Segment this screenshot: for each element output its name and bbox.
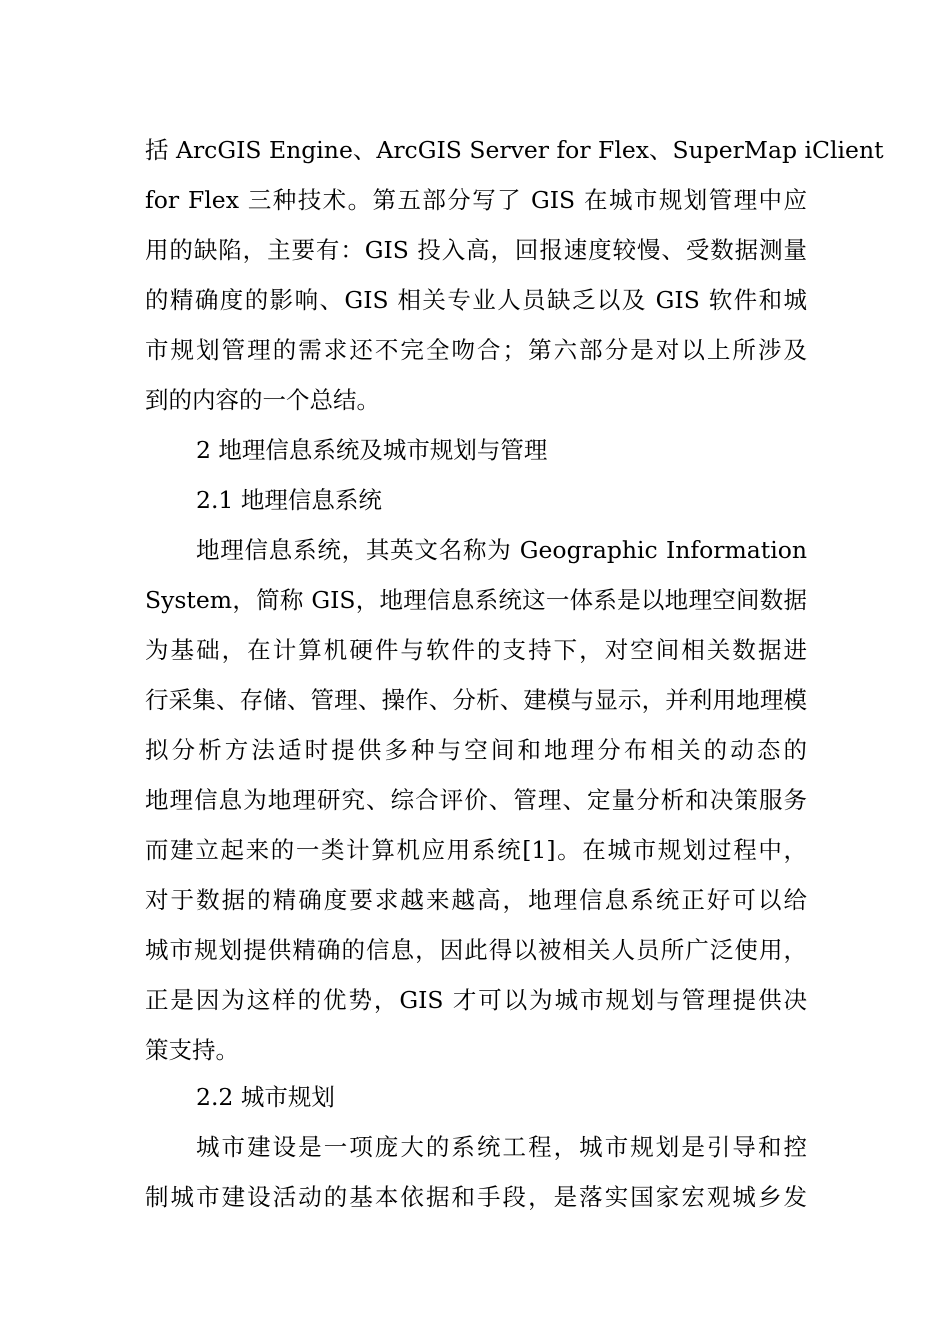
text-line: 市规划管理的需求还不完全吻合；第六部分是对以上所涉及: [145, 336, 807, 364]
text-line: System，简称 GIS，地理信息系统这一体系是以地理空间数据: [145, 586, 807, 614]
text-line: 行采集、存储、管理、操作、分析、建模与显示，并利用地理模: [145, 686, 807, 714]
text-line: 而建立起来的一类计算机应用系统[1]。在城市规划过程中，: [145, 836, 807, 864]
text-line: 城市规划提供精确的信息，因此得以被相关人员所广泛使用，: [145, 936, 807, 964]
text-line: 地理信息为地理研究、综合评价、管理、定量分析和决策服务: [145, 786, 807, 814]
section-heading: 2 地理信息系统及城市规划与管理: [196, 436, 548, 464]
text-line: 策支持。: [145, 1036, 239, 1064]
text-line: 到的内容的一个总结。: [145, 386, 380, 414]
text-line: 括 ArcGIS Engine、ArcGIS Server for Flex、SuperMap iClient: [145, 136, 884, 164]
subsection-heading: 2.1 地理信息系统: [196, 486, 382, 514]
text-line: 地理信息系统，其英文名称为 Geographic Information: [196, 536, 807, 564]
subsection-heading: 2.2 城市规划: [196, 1083, 335, 1111]
text-line: 为基础，在计算机硬件与软件的支持下，对空间相关数据进: [145, 636, 807, 664]
text-line: 拟分析方法适时提供多种与空间和地理分布相关的动态的: [145, 736, 807, 764]
text-line: 的精确度的影响、GIS 相关专业人员缺乏以及 GIS 软件和城: [145, 286, 807, 314]
text-line: 用的缺陷，主要有：GIS 投入高，回报速度较慢、受数据测量: [145, 236, 807, 264]
text-line: 对于数据的精确度要求越来越高，地理信息系统正好可以给: [145, 886, 807, 914]
text-line: 正是因为这样的优势，GIS 才可以为城市规划与管理提供决: [145, 986, 807, 1014]
text-line: for Flex 三种技术。第五部分写了 GIS 在城市规划管理中应: [145, 186, 807, 214]
text-line: 制城市建设活动的基本依据和手段，是落实国家宏观城乡发: [145, 1183, 807, 1211]
text-line: 城市建设是一项庞大的系统工程，城市规划是引导和控: [196, 1133, 807, 1161]
